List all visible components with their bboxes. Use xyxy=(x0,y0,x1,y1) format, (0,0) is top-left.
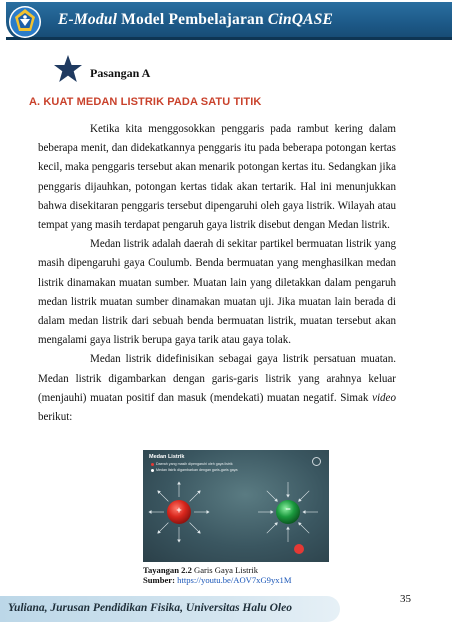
page-number: 35 xyxy=(400,593,411,605)
video-thumbnail[interactable] xyxy=(143,450,329,562)
title-emodul: E-Modul xyxy=(58,11,118,28)
field-arrow xyxy=(271,511,273,514)
video-logo-icon xyxy=(312,457,321,466)
footer-text: Yuliana, Jurusan Pendidikan Fisika, Universitas Halu Oleo xyxy=(8,602,292,614)
bullet-icon xyxy=(151,469,154,472)
video-line-2 xyxy=(151,468,238,472)
video-line-1-text: Daerah yang masih dipengaruhi oleh gaya listrik xyxy=(156,462,233,466)
caption-source-link[interactable]: https://youtu.be/AOV7xG9yx1M xyxy=(177,575,292,586)
video-caption xyxy=(143,565,292,586)
field-arrow xyxy=(178,540,181,542)
video-line-2-text: Medan listrik digambarkan dengan garis-garis gaya xyxy=(156,468,238,472)
page-header xyxy=(0,0,452,42)
caption-label: Tayangan 2.2 xyxy=(143,565,192,575)
caption-source-label: Sumber: xyxy=(143,575,178,586)
paragraph-2: Medan listrik adalah daerah di sekitar partikel bermuatan listrik yang masih dipengaruhi gaya Coulumb. Benda bermuatan yang menghasilkan medan listrik dinamakan muatan sumber. Muatan lain yang diletakkan dalam pengaruh medan listrik muatan sumber dinamakan muatan uji. Jika muatan lain berada di dalam medan listrik dari sebuah benda bermuatan listrik, muatan tersebut akan mengalami gaya listrik berupa gaya tarik atau gaya tolak. xyxy=(38,238,396,347)
field-arrow xyxy=(303,511,305,514)
field-arrow xyxy=(287,495,290,497)
caption-line-1 xyxy=(143,565,292,575)
paragraph-3-main: Medan listrik didefinisikan sebagai gaya listrik persatuan muatan. Medan listrik digambarkan dengan garis-garis listrik yang arahnya keluar (menjauhi) muatan positif dan masuk (mendekati) muatan negatif. Simak xyxy=(38,353,396,404)
bullet-icon xyxy=(151,463,154,466)
field-arrow xyxy=(149,511,151,514)
tut-wuri-handayani-logo-icon xyxy=(8,5,42,39)
paragraph-3 xyxy=(38,350,396,427)
section-heading: A. KUAT MEDAN LISTRIK PADA SATU TITIK xyxy=(29,96,262,108)
logo-badge-icon xyxy=(294,544,304,554)
electric-field-lines xyxy=(143,450,329,562)
video-line-1 xyxy=(151,462,233,466)
star-icon xyxy=(53,54,83,84)
paragraph-3-end: berikut: xyxy=(38,411,73,424)
caption-title: Garis Gaya Listrik xyxy=(191,565,258,575)
field-arrow xyxy=(207,511,209,514)
caption-line-2 xyxy=(143,575,292,585)
page-title xyxy=(58,11,333,29)
paragraph-1: Ketika kita menggosokkan penggaris pada rambut kering dalam beberapa menit, dan didekatkannya penggaris itu pada beberapa potongan kertas kecil, maka penggaris tersebut akan menarik potongan kertas itu. Sedangkan jika penggaris dijauhkan, potongan kertas tidak akan tertarik. Hal ini menunjukkan bahwa disekitaran penggaris tersebut dipengaruhi oleh gaya listrik. Wilayah atau tempat yang masih terdapat pengaruh gaya listrik disebut dengan Medan listrik. xyxy=(38,123,396,232)
title-cinqase: CinQASE xyxy=(267,11,334,28)
pasangan-label: Pasangan A xyxy=(90,66,151,80)
body-text xyxy=(38,120,396,427)
video-title: Medan Listrik xyxy=(149,454,185,460)
field-arrow xyxy=(287,527,290,529)
positive-sign: + xyxy=(176,505,182,515)
field-arrow xyxy=(178,482,181,484)
title-middle: Model Pembelajaran xyxy=(117,11,268,28)
paragraph-3-italic: video xyxy=(372,391,396,404)
negative-sign: − xyxy=(285,504,291,514)
